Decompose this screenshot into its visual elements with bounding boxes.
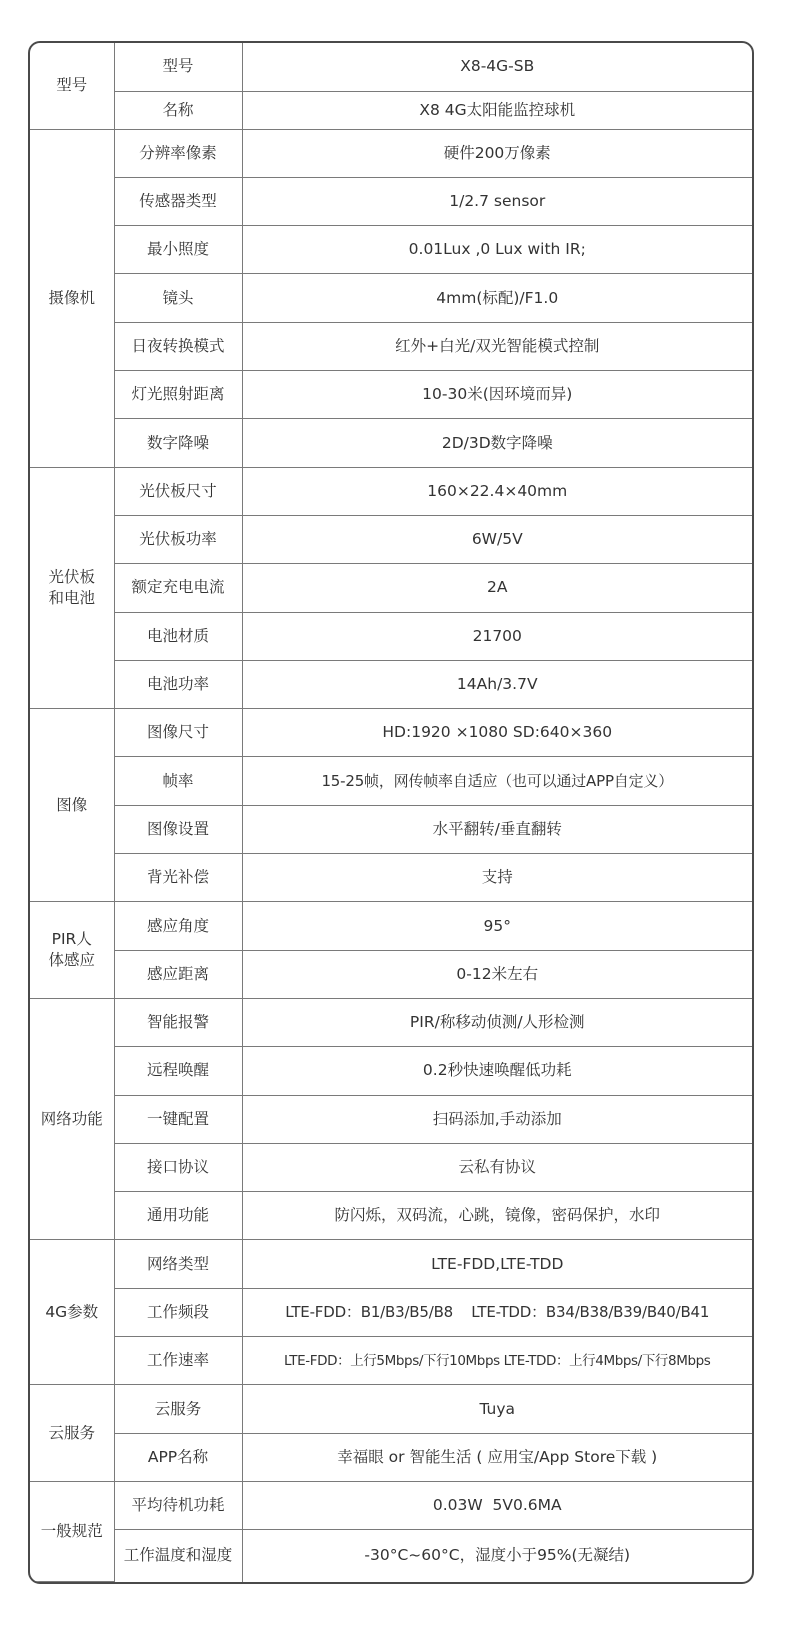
- table-row: [30, 91, 752, 129]
- param-label: 型号: [114, 43, 242, 91]
- table-row: [30, 1192, 752, 1240]
- table-row: [30, 371, 752, 419]
- param-label: 远程唤醒: [114, 1047, 242, 1095]
- table-row: [30, 854, 752, 902]
- table-row: [30, 322, 752, 370]
- param-value: 幸福眼 or 智能生活 ( 应用宝/App Store下载 ): [242, 1433, 752, 1481]
- param-value: 0-12米左右: [242, 950, 752, 998]
- param-label: 背光补偿: [114, 854, 242, 902]
- param-label: 云服务: [114, 1385, 242, 1433]
- param-value: 0.01Lux ,0 Lux with IR;: [242, 226, 752, 274]
- category-camera: 摄像机: [30, 129, 114, 467]
- table-row: [30, 419, 752, 467]
- param-label: 数字降噪: [114, 419, 242, 467]
- param-label: 传感器类型: [114, 177, 242, 225]
- param-label: 智能报警: [114, 998, 242, 1046]
- param-value: HD:1920 ×1080 SD:640×360: [242, 709, 752, 757]
- table-row: [30, 564, 752, 612]
- param-label: 图像设置: [114, 805, 242, 853]
- table-row: [30, 1337, 752, 1385]
- param-value: 云私有协议: [242, 1143, 752, 1191]
- spec-table-container: [28, 41, 754, 1584]
- category-cloud: 云服务: [30, 1385, 114, 1482]
- param-value: 160×22.4×40mm: [242, 467, 752, 515]
- table-row: [30, 515, 752, 563]
- param-label: 光伏板尺寸: [114, 467, 242, 515]
- param-value: 硬件200万像素: [242, 129, 752, 177]
- table-row: [30, 1240, 752, 1288]
- param-value: LTE-FDD：上行5Mbps/下行10Mbps LTE-TDD：上行4Mbps/下行8Mbps: [242, 1337, 752, 1385]
- param-label: 网络类型: [114, 1240, 242, 1288]
- table-row: [30, 1288, 752, 1336]
- table-row: [30, 177, 752, 225]
- param-label: 图像尺寸: [114, 709, 242, 757]
- param-value: 2A: [242, 564, 752, 612]
- table-row: [30, 805, 752, 853]
- param-value: X8-4G-SB: [242, 43, 752, 91]
- param-value: LTE-FDD,LTE-TDD: [242, 1240, 752, 1288]
- param-value: 红外+白光/双光智能模式控制: [242, 322, 752, 370]
- param-value: Tuya: [242, 1385, 752, 1433]
- param-value: 0.2秒快速唤醒低功耗: [242, 1047, 752, 1095]
- table-row: [30, 1047, 752, 1095]
- table-row: [30, 998, 752, 1046]
- category-label-line: 体感应: [48, 951, 95, 970]
- table-row: [30, 709, 752, 757]
- param-value: 15-25帧，网传帧率自适应（也可以通过APP自定义）: [242, 757, 752, 805]
- category-label-line: 和电池: [48, 588, 95, 607]
- param-value: 4mm(标配)/F1.0: [242, 274, 752, 322]
- table-row: [30, 660, 752, 708]
- param-label: 最小照度: [114, 226, 242, 274]
- param-label: 通用功能: [114, 1192, 242, 1240]
- param-label: 电池功率: [114, 660, 242, 708]
- param-value: LTE-FDD：B1/B3/B5/B8 LTE-TDD：B34/B38/B39/B40/B41: [242, 1288, 752, 1336]
- param-value: 21700: [242, 612, 752, 660]
- param-label: 接口协议: [114, 1143, 242, 1191]
- param-label: 工作频段: [114, 1288, 242, 1336]
- spec-table: [30, 43, 752, 1582]
- category-solar-battery: [30, 467, 114, 708]
- param-label: 电池材质: [114, 612, 242, 660]
- category-label-line: PIR人: [51, 930, 92, 949]
- table-row: [30, 129, 752, 177]
- param-label: 帧率: [114, 757, 242, 805]
- param-label: 感应距离: [114, 950, 242, 998]
- table-row: [30, 757, 752, 805]
- table-row: [30, 1530, 752, 1582]
- param-value: X8 4G太阳能监控球机: [242, 91, 752, 129]
- param-value: 14Ah/3.7V: [242, 660, 752, 708]
- param-value: 10-30米(因环境而异): [242, 371, 752, 419]
- table-row: [30, 612, 752, 660]
- param-label: 额定充电电流: [114, 564, 242, 612]
- table-row: [30, 467, 752, 515]
- param-label: 分辨率像素: [114, 129, 242, 177]
- param-value: 扫码添加,手动添加: [242, 1095, 752, 1143]
- category-model: 型号: [30, 43, 114, 129]
- param-value: 95°: [242, 902, 752, 950]
- table-row: [30, 902, 752, 950]
- param-value: 0.03W 5V0.6MA: [242, 1481, 752, 1529]
- param-label: 一键配置: [114, 1095, 242, 1143]
- table-row: [30, 950, 752, 998]
- param-label: 名称: [114, 91, 242, 129]
- param-value: PIR/称移动侦测/人形检测: [242, 998, 752, 1046]
- category-general: 一般规范: [30, 1481, 114, 1581]
- table-row: [30, 1385, 752, 1433]
- param-value: -30°C~60°C，湿度小于95%(无凝结): [242, 1530, 752, 1582]
- param-label: 工作速率: [114, 1337, 242, 1385]
- category-network: 网络功能: [30, 998, 114, 1239]
- category-image: 图像: [30, 709, 114, 902]
- param-label: 工作温度和湿度: [114, 1530, 242, 1582]
- table-row: [30, 43, 752, 91]
- param-value: 水平翻转/垂直翻转: [242, 805, 752, 853]
- table-row: [30, 1095, 752, 1143]
- param-value: 1/2.7 sensor: [242, 177, 752, 225]
- category-4g: 4G参数: [30, 1240, 114, 1385]
- param-label: 镜头: [114, 274, 242, 322]
- param-label: 灯光照射距离: [114, 371, 242, 419]
- table-row: [30, 274, 752, 322]
- category-pir: [30, 902, 114, 999]
- table-row: [30, 1143, 752, 1191]
- param-label: APP名称: [114, 1433, 242, 1481]
- param-value: 6W/5V: [242, 515, 752, 563]
- category-label-line: 光伏板: [48, 567, 95, 586]
- table-row: [30, 226, 752, 274]
- param-value: 2D/3D数字降噪: [242, 419, 752, 467]
- param-value: 支持: [242, 854, 752, 902]
- param-label: 光伏板功率: [114, 515, 242, 563]
- param-value: 防闪烁，双码流，心跳，镜像，密码保护，水印: [242, 1192, 752, 1240]
- table-row: [30, 1481, 752, 1529]
- param-label: 感应角度: [114, 902, 242, 950]
- param-label: 平均待机功耗: [114, 1481, 242, 1529]
- param-label: 日夜转换模式: [114, 322, 242, 370]
- table-row: [30, 1433, 752, 1481]
